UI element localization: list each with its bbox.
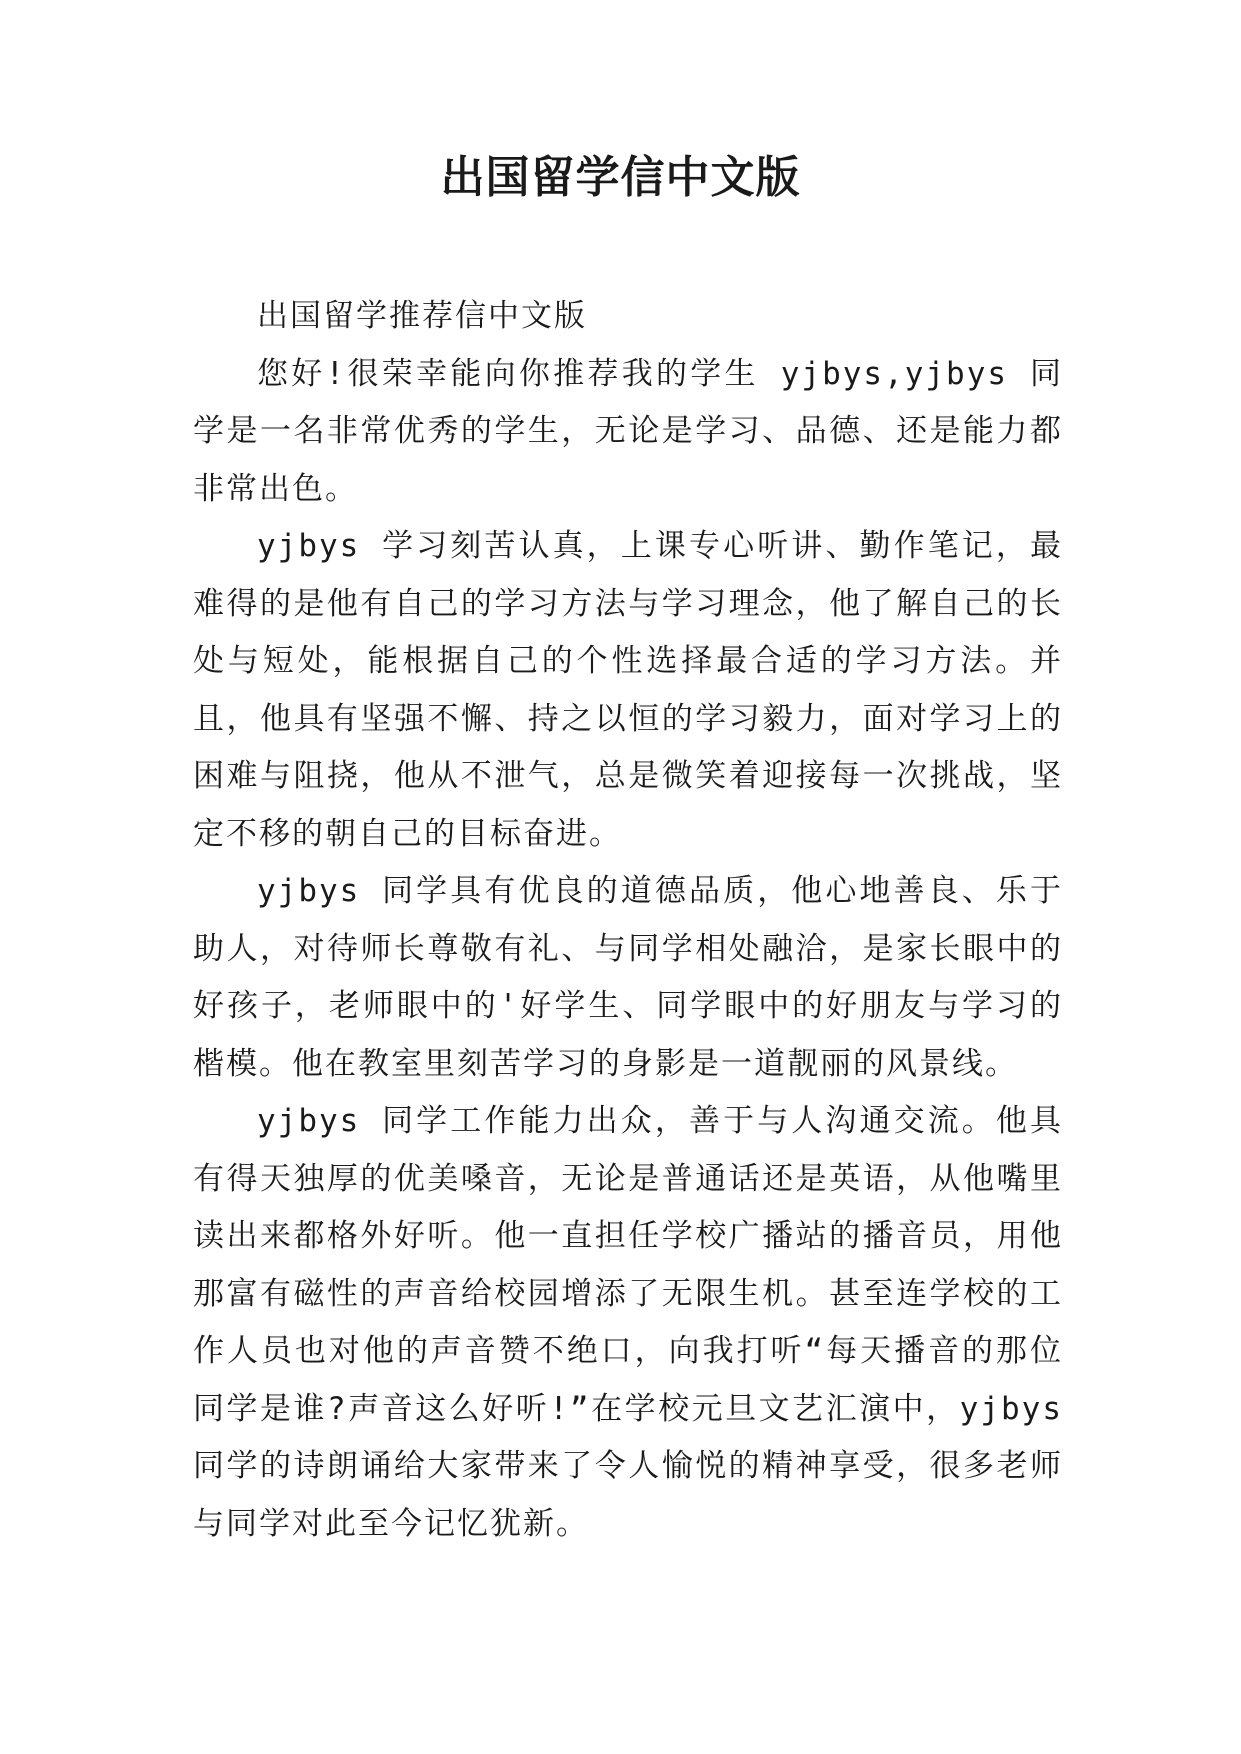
- paragraph-subtitle: 出国留学推荐信中文版: [257, 298, 587, 334]
- paragraph-character: yjbys 同学具有优良的道德品质，他心地善良、乐于助人，对待师长尊敬有礼、与同学相处融洽，是家长眼中的好孩子，老师眼中的'好学生、同学眼中的好朋友与学习的楷模。他在教室里刻苦学习的身影是一道靓丽的风景线。: [193, 873, 1063, 1082]
- paragraph-greeting: 您好!很荣幸能向你推荐我的学生 yjbys,yjbys 同学是一名非常优秀的学生，无论是学习、品德、还是能力都非常出色。: [193, 355, 1063, 507]
- paragraph-ability: yjbys 同学工作能力出众，善于与人沟通交流。他具有得天独厚的优美嗓音，无论是普通话还是英语，从他嘴里读出来都格外好听。他一直担任学校广播站的播音员，用他那富有磁性的声音给校园增添了无限生机。甚至连学校的工作人员也对他的声音赞不绝口，向我打听“每天播音的那位同学是谁?声音这么好听!”在学校元旦文艺汇演中，yjbys 同学的诗朗诵给大家带来了令人愉悦的精神享受，很多老师与同学对此至今记忆犹新。: [193, 1103, 1063, 1542]
- document-title: 出国留学信中文版: [440, 152, 801, 203]
- paragraph-study: yjbys 学习刻苦认真，上课专心听讲、勤作笔记，最难得的是他有自己的学习方法与学习理念，他了解自己的长处与短处，能根据自己的个性选择最合适的学习方法。并且，他具有坚强不懈、持之以恒的学习毅力，面对学习上的困难与阻挠，他从不泄气，总是微笑着迎接每一次挑战，坚定不移的朝自己的目标奋进。: [193, 528, 1063, 852]
- document-body: [193, 288, 1063, 1553]
